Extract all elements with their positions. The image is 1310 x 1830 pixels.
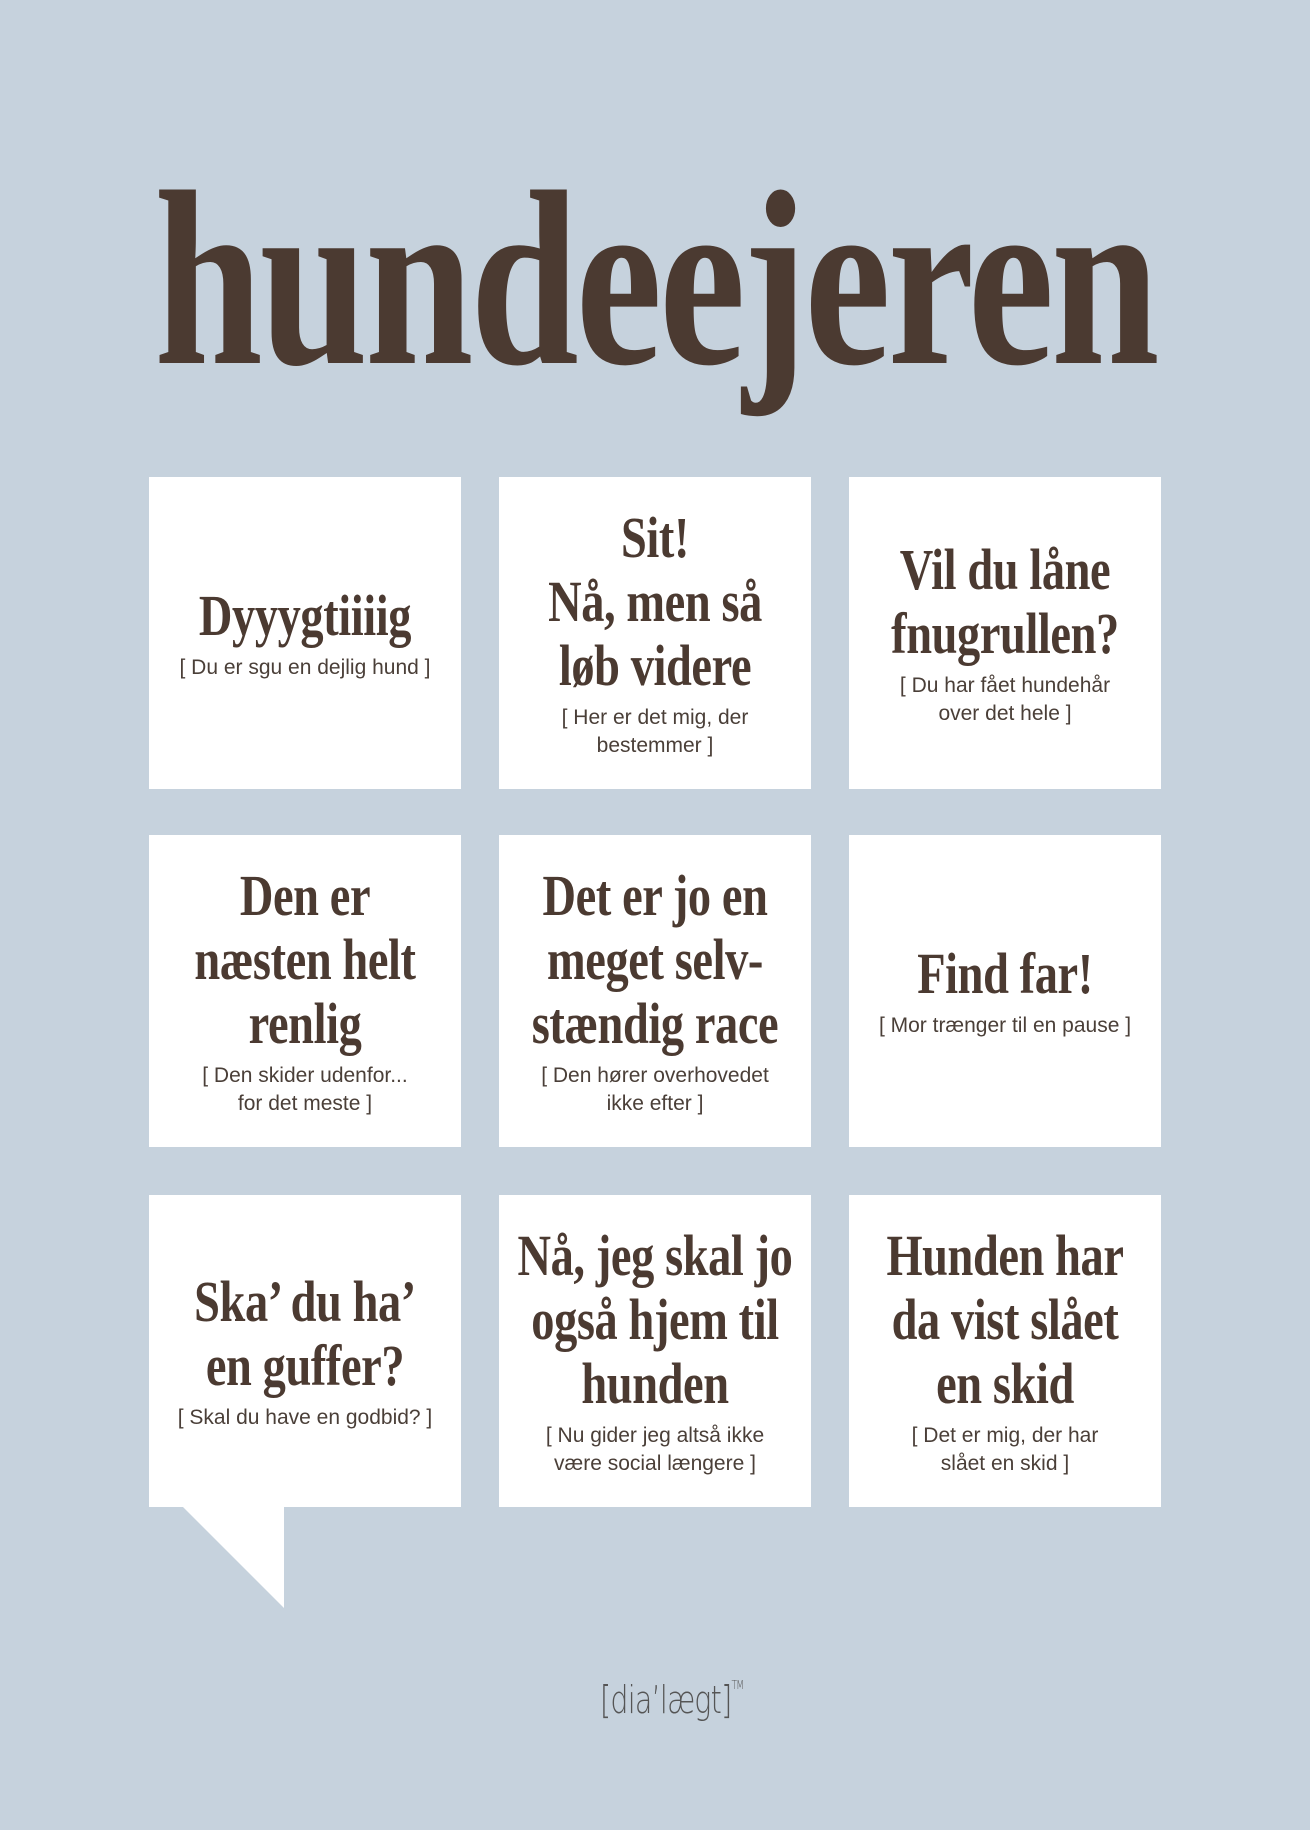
card-subtext: [ Du er sgu en dejlig hund ] [179, 656, 431, 679]
card-subtext: [ Det er mig, der har slået en skid ] [911, 1424, 1099, 1475]
card-9 [849, 1195, 1161, 1507]
card-heading: Den er næsten helt renlig [194, 863, 416, 1056]
card-heading: Find far! [917, 941, 1093, 1006]
card-subtext: [ Den skider udenfor... for det meste ] [202, 1064, 408, 1115]
brand-logo: [dia’lægt]™ [600, 1678, 744, 1722]
card-subtext: [ Nu gider jeg altså ikke være social længere ] [545, 1424, 765, 1475]
card-heading: Vil du låne fnugrullen? [891, 537, 1119, 666]
card-heading: Nå, jeg skal jo også hjem til hunden [517, 1223, 793, 1416]
card-heading: Det er jo en meget selv- stændig race [531, 863, 779, 1056]
card-8 [499, 1195, 811, 1507]
card-subtext: [ Mor trænger til en pause ] [878, 1014, 1132, 1037]
card-7-speech-bubble [149, 1195, 461, 1507]
card-heading: Ska’ du ha’ en guffer? [194, 1269, 416, 1398]
card-2 [499, 477, 811, 789]
card-heading: Sit! Nå, men så løb videre [548, 505, 762, 698]
speech-bubble-tail [181, 1505, 284, 1608]
card-heading: Hunden har da vist slået en skid [886, 1223, 1124, 1416]
card-3 [849, 477, 1161, 789]
card-heading: Dyyygtiiiig [198, 583, 412, 648]
card-subtext: [ Skal du have en godbid? ] [177, 1406, 433, 1429]
card-subtext: [ Den hører overhovedet ikke efter ] [541, 1064, 769, 1115]
card-1 [149, 477, 461, 789]
card-subtext: [ Du har fået hundehår over det hele ] [899, 674, 1111, 725]
card-5 [499, 835, 811, 1147]
card-6 [849, 835, 1161, 1147]
card-subtext: [ Her er det mig, der bestemmer ] [561, 706, 749, 757]
poster-title: hundeejeren [153, 141, 1157, 418]
card-4 [149, 835, 461, 1147]
